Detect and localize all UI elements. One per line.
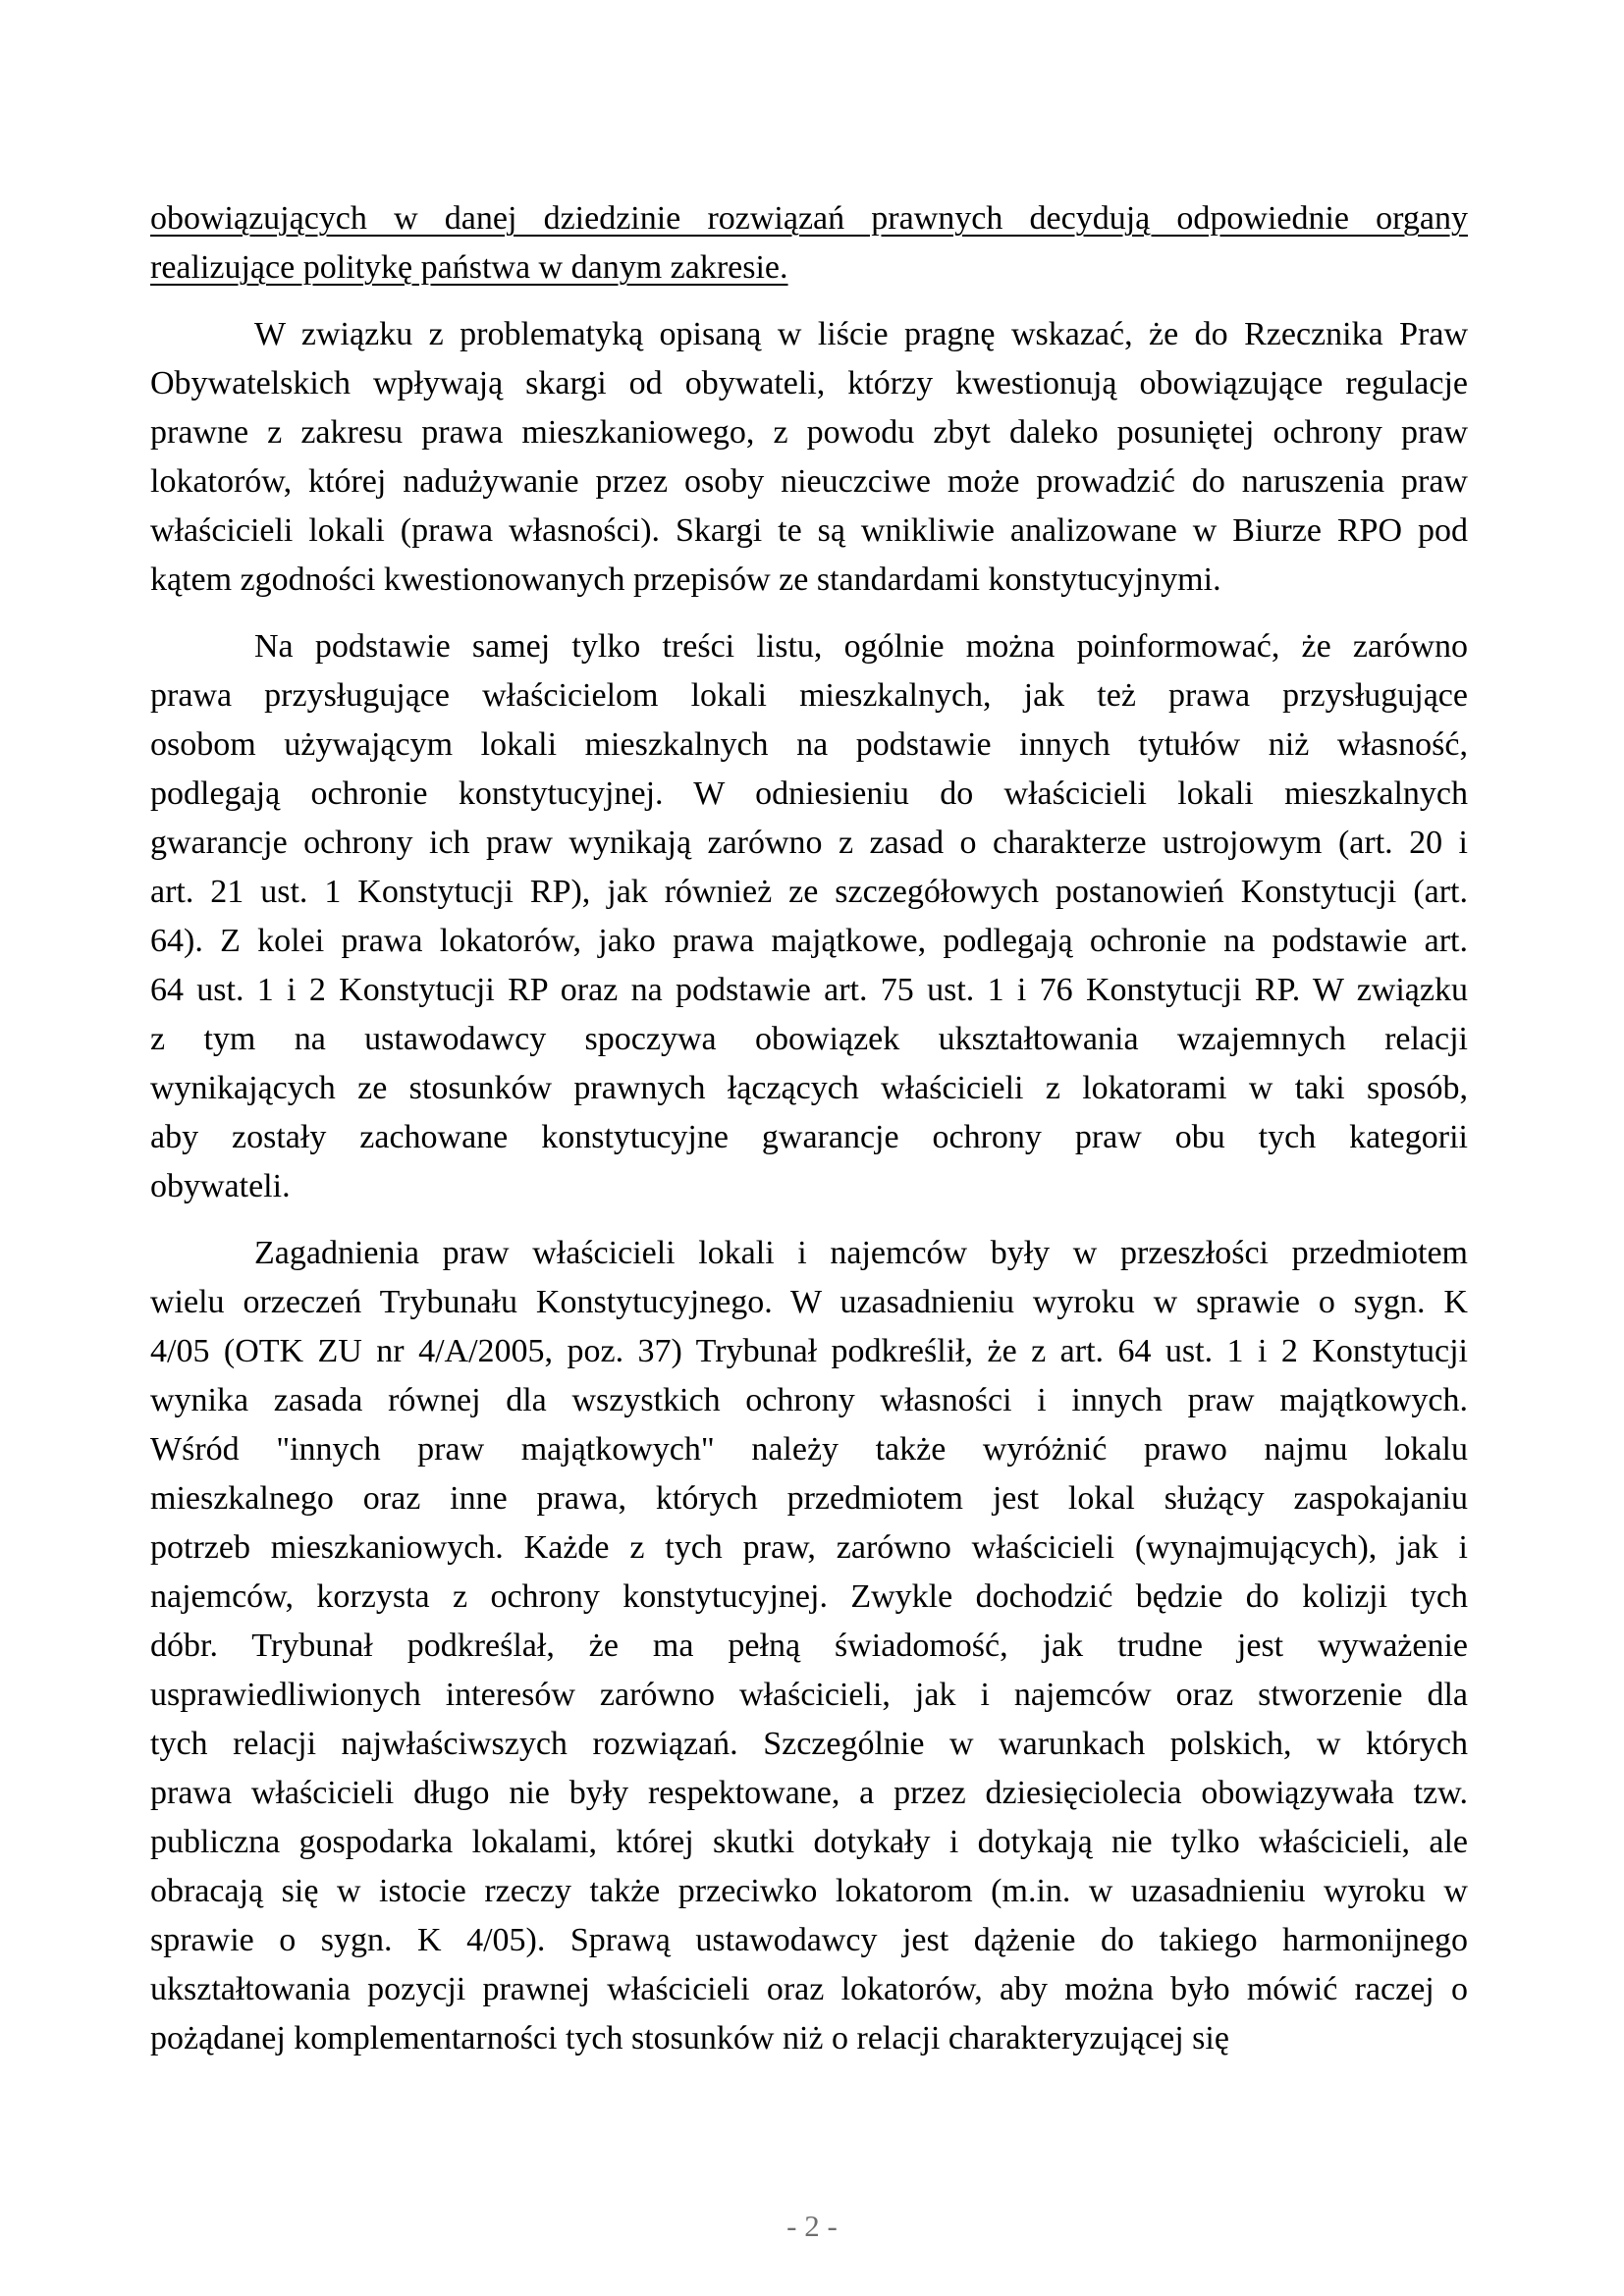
text-line: pożądanej komplementarności tych stosunków niż o relacji charakteryzującej się: [150, 2020, 1229, 2056]
text-line: wielu orzeczeń Trybunału Konstytucyjnego. W uzasadnieniu wyroku w sprawie o sygn. K: [150, 1284, 1468, 1320]
text-line: kątem zgodności kwestionowanych przepisów ze standardami konstytucyjnymi.: [150, 561, 1221, 598]
text-line: prawne z zakresu prawa mieszkaniowego, z powodu zbyt daleko posuniętej ochrony praw: [150, 414, 1468, 451]
text-line: sprawie o sygn. K 4/05). Sprawą ustawodawcy jest dążenie do takiego harmonijnego: [150, 1922, 1468, 1958]
paragraph: [150, 1229, 1468, 2063]
text-line: Zagadnienia praw właścicieli lokali i najemców były w przeszłości przedmiotem: [254, 1235, 1468, 1271]
text-line: Wśród "innych praw majątkowych" należy także wyróżnić prawo najmu lokalu: [150, 1431, 1468, 1468]
page-footer: [0, 2207, 1624, 2246]
text-line: lokatorów, której nadużywanie przez osoby nieuczciwe może prowadzić do naruszenia praw: [150, 463, 1468, 500]
text-line: Na podstawie samej tylko treści listu, ogólnie można poinformować, że zarówno: [254, 628, 1468, 665]
text-line: obywateli.: [150, 1168, 291, 1204]
page-number: - 2 -: [786, 2209, 838, 2243]
text-line: realizujące politykę państwa w danym zakresie.: [150, 249, 788, 286]
text-line: 4/05 (OTK ZU nr 4/A/2005, poz. 37) Trybunał podkreślił, że z art. 64 ust. 1 i 2 Konstytucji: [150, 1333, 1468, 1369]
text-line: tych relacji najwłaściwszych rozwiązań. Szczególnie w warunkach polskich, w których: [150, 1726, 1468, 1762]
text-line: art. 21 ust. 1 Konstytucji RP), jak również ze szczegółowych postanowień Konstytucji (art.: [150, 874, 1468, 910]
text-line: 64 ust. 1 i 2 Konstytucji RP oraz na podstawie art. 75 ust. 1 i 76 Konstytucji RP. W związku: [150, 972, 1468, 1008]
text-line: usprawiedliwionych interesów zarówno właścicieli, jak i najemców oraz stworzenie dla: [150, 1677, 1468, 1713]
text-line: właścicieli lokali (prawa własności). Skargi te są wnikliwie analizowane w Biurze RPO pod: [150, 512, 1468, 549]
text-line: wynikających ze stosunków prawnych łączących właścicieli z lokatorami w taki sposób,: [150, 1070, 1468, 1106]
text-line: potrzeb mieszkaniowych. Każde z tych praw, zarówno właścicieli (wynajmujących), jak i: [150, 1529, 1468, 1566]
text-line: ukształtowania pozycji prawnej właścicieli oraz lokatorów, aby można było mówić raczej o: [150, 1971, 1468, 2007]
paragraph: [150, 622, 1468, 1211]
text-line: gwarancje ochrony ich praw wynikają zarówno z zasad o charakterze ustrojowym (art. 20 i: [150, 825, 1468, 861]
text-line: obowiązujących w danej dziedzinie rozwiązań prawnych decydują odpowiednie organy: [150, 200, 1468, 237]
text-line: najemców, korzysta z ochrony konstytucyjnej. Zwykle dochodzić będzie do kolizji tych: [150, 1578, 1468, 1615]
document-body: [150, 194, 1468, 2063]
text-line: prawa przysługujące właścicielom lokali mieszkalnych, jak też prawa przysługujące: [150, 677, 1468, 714]
paragraph: [150, 310, 1468, 605]
text-line: wynika zasada równej dla wszystkich ochrony własności i innych praw majątkowych.: [150, 1382, 1468, 1418]
paragraph: [150, 194, 1468, 293]
text-line: dóbr. Trybunał podkreślał, że ma pełną świadomość, jak trudne jest wyważenie: [150, 1628, 1468, 1664]
text-line: obracają się w istocie rzeczy także przeciwko lokatorom (m.in. w uzasadnieniu wyroku w: [150, 1873, 1468, 1909]
text-line: mieszkalnego oraz inne prawa, których przedmiotem jest lokal służący zaspokajaniu: [150, 1480, 1468, 1517]
text-line: prawa właścicieli długo nie były respektowane, a przez dziesięciolecia obowiązywała tzw.: [150, 1775, 1468, 1811]
text-line: osobom używającym lokali mieszkalnych na podstawie innych tytułów niż własność,: [150, 726, 1468, 763]
text-line: 64). Z kolei prawa lokatorów, jako prawa majątkowe, podlegają ochronie na podstawie art.: [150, 923, 1468, 959]
text-line: W związku z problematyką opisaną w liście pragnę wskazać, że do Rzecznika Praw: [254, 316, 1468, 352]
text-line: aby zostały zachowane konstytucyjne gwarancje ochrony praw obu tych kategorii: [150, 1119, 1468, 1155]
text-line: Obywatelskich wpływają skargi od obywateli, którzy kwestionują obowiązujące regulacje: [150, 365, 1468, 401]
text-line: podlegają ochronie konstytucyjnej. W odniesieniu do właścicieli lokali mieszkalnych: [150, 775, 1468, 812]
text-line: publiczna gospodarka lokalami, której skutki dotykały i dotykają nie tylko właścicieli, ale: [150, 1824, 1468, 1860]
text-line: z tym na ustawodawcy spoczywa obowiązek ukształtowania wzajemnych relacji: [150, 1021, 1468, 1057]
